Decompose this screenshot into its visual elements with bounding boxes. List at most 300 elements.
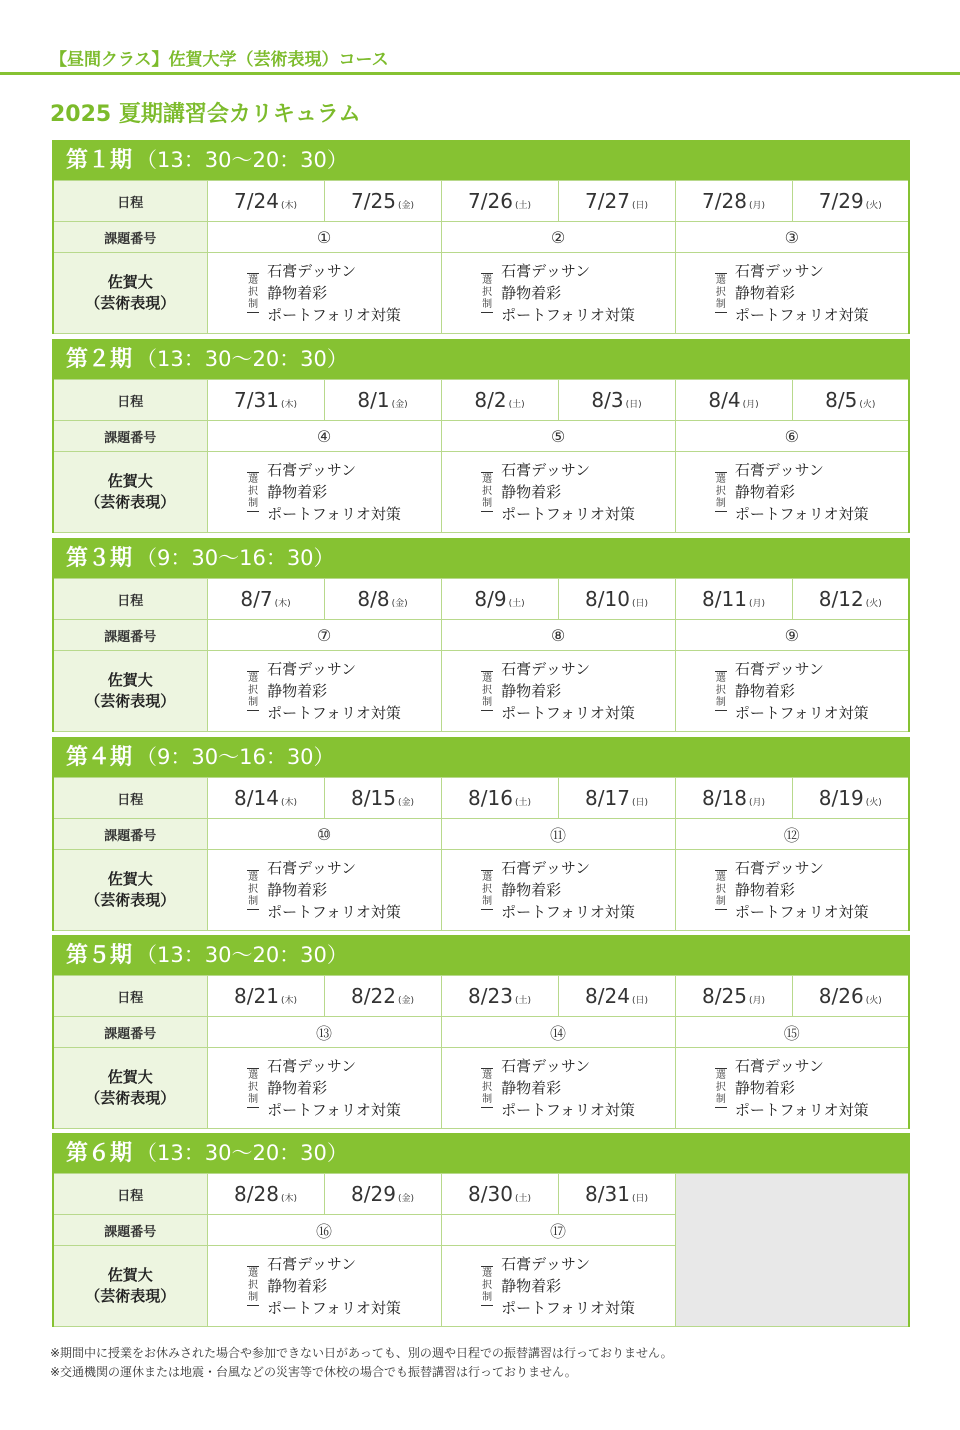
- day-of-week: (木): [280, 400, 297, 410]
- course-subject: 石膏デッサン: [267, 1057, 357, 1075]
- course-subjects: [501, 1253, 635, 1319]
- elective-tag-char: 制: [248, 697, 259, 708]
- schedule-table: [52, 578, 910, 732]
- course-subjects: [501, 260, 635, 326]
- elective-tag-char: 制: [482, 299, 493, 310]
- course-subject: ポートフォリオ対策: [734, 704, 869, 722]
- elective-tag-char: 選: [248, 1070, 259, 1081]
- course-subject: 静物着彩: [267, 1277, 328, 1295]
- day-of-week: (金): [397, 201, 414, 211]
- date-row-label: 日程: [53, 976, 207, 1017]
- period-time: （13：30〜20：30）: [136, 943, 348, 967]
- elective-tag-char: 択: [482, 1280, 493, 1291]
- course-subject: ポートフォリオ対策: [501, 505, 635, 523]
- course-row: [53, 452, 909, 533]
- assignment-number: ③: [675, 222, 909, 253]
- date-value: 8/21: [234, 984, 279, 1008]
- date-value: 8/25: [702, 984, 747, 1008]
- day-of-week: (木): [280, 996, 297, 1006]
- course-label-line: （芸術表現）: [85, 493, 176, 511]
- period-header: [52, 538, 910, 578]
- course-content: [676, 260, 909, 326]
- period-header: [52, 935, 910, 975]
- date-value: 8/18: [702, 786, 747, 810]
- course-cell: [675, 1048, 909, 1129]
- elective-tag-char: 制: [248, 896, 259, 907]
- date-cell: [675, 380, 792, 421]
- course-label-line: （芸術表現）: [85, 1287, 176, 1305]
- date-value: 8/12: [818, 587, 864, 611]
- course-cell: [441, 253, 675, 334]
- elective-tag-char: 制: [715, 896, 726, 907]
- course-subject: 石膏デッサン: [501, 461, 591, 479]
- date-cell: [324, 976, 441, 1017]
- date-cell: [441, 579, 558, 620]
- course-subject: 静物着彩: [734, 483, 795, 501]
- course-subject: 静物着彩: [501, 881, 562, 899]
- course-row: [53, 1048, 909, 1129]
- course-cell: [207, 1246, 441, 1327]
- course-label-line: 佐賀大: [107, 1068, 153, 1086]
- elective-tag-char: 制: [715, 299, 726, 310]
- course-content: [208, 459, 441, 525]
- course-subject: ポートフォリオ対策: [501, 704, 635, 722]
- date-cell: [558, 778, 675, 819]
- date-cell: [675, 181, 792, 222]
- course-subject: 石膏デッサン: [501, 262, 591, 280]
- elective-tag: [247, 273, 259, 313]
- course-subject: ポートフォリオ対策: [267, 505, 401, 523]
- elective-tag: [481, 273, 493, 313]
- course-subject: ポートフォリオ対策: [734, 1101, 869, 1119]
- date-cell: [207, 778, 324, 819]
- elective-tag: [481, 1266, 493, 1306]
- date-cell: [792, 380, 909, 421]
- period-time: （9：30〜16：30）: [136, 546, 335, 570]
- date-value: 7/25: [351, 189, 396, 213]
- date-row: [53, 181, 909, 222]
- date-value: 8/16: [468, 786, 513, 810]
- date-row: [53, 976, 909, 1017]
- header-divider: [0, 72, 960, 75]
- course-subject: 静物着彩: [267, 1079, 328, 1097]
- date-cell: [792, 181, 909, 222]
- assignment-number: ⑧: [441, 620, 675, 651]
- date-value: 7/24: [234, 189, 279, 213]
- course-subjects: [267, 658, 401, 724]
- day-of-week: (木): [274, 599, 291, 609]
- date-value: 8/7: [240, 587, 273, 611]
- course-subject: 静物着彩: [734, 881, 795, 899]
- day-of-week: (日): [631, 798, 648, 808]
- course-subjects: [735, 658, 869, 724]
- day-of-week: (木): [280, 798, 297, 808]
- course-subject: 静物着彩: [267, 881, 328, 899]
- date-value: 7/27: [585, 189, 630, 213]
- date-cell: [558, 976, 675, 1017]
- date-value: 8/30: [468, 1182, 513, 1206]
- day-of-week: (金): [397, 996, 414, 1006]
- elective-tag-char: 択: [715, 486, 726, 497]
- course-subjects: [735, 260, 869, 326]
- date-value: 8/14: [234, 786, 279, 810]
- elective-tag: [247, 1068, 259, 1108]
- course-subject: 静物着彩: [501, 483, 562, 501]
- course-cell: [207, 850, 441, 931]
- day-of-week: (土): [508, 400, 525, 410]
- course-subjects: [735, 857, 869, 923]
- course-content: [676, 658, 909, 724]
- date-cell: [558, 579, 675, 620]
- number-row-label: 課題番号: [53, 222, 207, 253]
- date-row-label: 日程: [53, 181, 207, 222]
- elective-tag-char: 択: [482, 287, 493, 298]
- assignment-number: ⑫: [675, 819, 909, 850]
- elective-tag: [481, 1068, 493, 1108]
- course-label: [53, 850, 207, 931]
- day-of-week: (木): [280, 1194, 297, 1204]
- date-cell: [207, 579, 324, 620]
- elective-tag-char: 選: [715, 673, 726, 684]
- date-value: 8/24: [585, 984, 630, 1008]
- course-row: [53, 850, 909, 931]
- date-cell: [558, 380, 675, 421]
- date-value: 8/10: [585, 587, 630, 611]
- course-cell: [675, 651, 909, 732]
- course-subject: 石膏デッサン: [267, 859, 357, 877]
- footnote: ※期間中に授業をお休みされた場合や参加できない日があっても、別の週や日程での振替講習は行っておりません。: [50, 1346, 673, 1360]
- period-name: 第３期: [66, 546, 133, 571]
- date-cell: [792, 778, 909, 819]
- course-subject: 石膏デッサン: [267, 461, 357, 479]
- course-subjects: [501, 658, 635, 724]
- course-subject: 静物着彩: [267, 682, 328, 700]
- day-of-week: (木): [280, 201, 297, 211]
- elective-tag-char: 制: [248, 1292, 259, 1303]
- date-cell: [558, 1174, 675, 1215]
- assignment-number: ⑮: [675, 1017, 909, 1048]
- elective-tag-char: 択: [248, 884, 259, 895]
- course-subject: 石膏デッサン: [501, 859, 591, 877]
- date-value: 7/28: [702, 189, 747, 213]
- elective-tag-char: 選: [482, 673, 493, 684]
- course-subject: 静物着彩: [734, 682, 795, 700]
- course-content: [442, 1055, 675, 1121]
- course-subject: 石膏デッサン: [501, 1057, 591, 1075]
- date-cell: [675, 778, 792, 819]
- course-subject: ポートフォリオ対策: [267, 704, 401, 722]
- date-value: 8/2: [474, 388, 507, 412]
- day-of-week: (月): [748, 599, 765, 609]
- date-value: 7/31: [234, 388, 279, 412]
- date-value: 8/3: [591, 388, 624, 412]
- date-value: 8/15: [351, 786, 396, 810]
- course-subjects: [501, 857, 635, 923]
- course-label: [53, 253, 207, 334]
- course-subject: 石膏デッサン: [501, 1255, 591, 1273]
- course-subject: 静物着彩: [267, 284, 328, 302]
- course-content: [676, 857, 909, 923]
- course-subject: 石膏デッサン: [501, 660, 591, 678]
- date-row: [53, 778, 909, 819]
- course-label-line: （芸術表現）: [85, 692, 176, 710]
- day-of-week: (土): [514, 798, 531, 808]
- course-subject: 石膏デッサン: [734, 660, 824, 678]
- date-row: [53, 1174, 909, 1215]
- elective-tag-char: 選: [482, 872, 493, 883]
- period-block: [52, 1133, 910, 1327]
- day-of-week: (金): [397, 798, 414, 808]
- schedule-table: [52, 1173, 910, 1327]
- number-row: [53, 222, 909, 253]
- course-subject: ポートフォリオ対策: [501, 903, 635, 921]
- number-row-label: 課題番号: [53, 1215, 207, 1246]
- day-of-week: (火): [865, 201, 882, 211]
- date-cell: [792, 976, 909, 1017]
- day-of-week: (月): [742, 400, 759, 410]
- course-label-line: （芸術表現）: [85, 294, 176, 312]
- date-cell: [324, 778, 441, 819]
- elective-tag: [715, 273, 727, 313]
- date-value: 8/17: [585, 786, 630, 810]
- period-time: （13：30〜20：30）: [136, 347, 348, 371]
- elective-tag-char: 選: [248, 275, 259, 286]
- number-row: [53, 421, 909, 452]
- date-cell: [441, 181, 558, 222]
- elective-tag-char: 択: [248, 685, 259, 696]
- date-cell: [675, 579, 792, 620]
- date-cell: [324, 380, 441, 421]
- course-label-line: 佐賀大: [107, 273, 153, 291]
- period-header: [52, 140, 910, 180]
- date-value: 8/19: [818, 786, 864, 810]
- day-of-week: (火): [865, 996, 882, 1006]
- date-value: 8/22: [351, 984, 396, 1008]
- period-block: [52, 140, 910, 334]
- period-name: 第２期: [66, 347, 133, 372]
- course-subject: 石膏デッサン: [734, 461, 824, 479]
- date-value: 8/8: [357, 587, 390, 611]
- elective-tag-char: 制: [248, 1094, 259, 1105]
- assignment-number: ⑰: [441, 1215, 675, 1246]
- course-subject: ポートフォリオ対策: [267, 306, 401, 324]
- assignment-number: ⑥: [675, 421, 909, 452]
- empty-cell: [675, 1174, 909, 1327]
- course-label: [53, 1048, 207, 1129]
- footnotes: [50, 1344, 673, 1382]
- course-row: [53, 651, 909, 732]
- date-cell: [792, 579, 909, 620]
- course-subjects: [735, 459, 869, 525]
- course-subject: 静物着彩: [267, 483, 328, 501]
- course-content: [442, 1253, 675, 1319]
- course-cell: [441, 1048, 675, 1129]
- elective-tag-char: 制: [482, 498, 493, 509]
- course-content: [208, 857, 441, 923]
- elective-tag-char: 選: [715, 474, 726, 485]
- elective-tag-char: 択: [482, 884, 493, 895]
- day-of-week: (土): [514, 996, 531, 1006]
- elective-tag: [481, 671, 493, 711]
- elective-tag-char: 択: [248, 287, 259, 298]
- course-subject: 石膏デッサン: [734, 262, 824, 280]
- elective-tag-char: 択: [482, 685, 493, 696]
- elective-tag-char: 選: [482, 275, 493, 286]
- number-row: [53, 819, 909, 850]
- assignment-number: ⑦: [207, 620, 441, 651]
- period-header: [52, 1133, 910, 1173]
- course-content: [208, 260, 441, 326]
- schedule-table: [52, 777, 910, 931]
- course-cell: [441, 1246, 675, 1327]
- date-value: 8/1: [357, 388, 390, 412]
- course-content: [208, 1253, 441, 1319]
- course-content: [442, 260, 675, 326]
- number-row-label: 課題番号: [53, 1017, 207, 1048]
- number-row: [53, 1017, 909, 1048]
- elective-tag-char: 択: [715, 685, 726, 696]
- elective-tag: [247, 671, 259, 711]
- course-subjects: [267, 1055, 401, 1121]
- course-label-line: 佐賀大: [107, 472, 153, 490]
- assignment-number: ④: [207, 421, 441, 452]
- day-of-week: (月): [748, 798, 765, 808]
- course-subjects: [267, 260, 401, 326]
- date-value: 8/9: [474, 587, 507, 611]
- elective-tag: [481, 870, 493, 910]
- date-cell: [207, 181, 324, 222]
- course-content: [442, 459, 675, 525]
- number-row-label: 課題番号: [53, 620, 207, 651]
- course-subjects: [267, 1253, 401, 1319]
- day-of-week: (土): [508, 599, 525, 609]
- schedule-table: [52, 379, 910, 533]
- date-row: [53, 579, 909, 620]
- date-value: 7/29: [818, 189, 864, 213]
- course-subject: ポートフォリオ対策: [501, 306, 635, 324]
- elective-tag-char: 選: [715, 1070, 726, 1081]
- course-content: [208, 1055, 441, 1121]
- schedule-table: [52, 180, 910, 334]
- course-content: [208, 658, 441, 724]
- date-cell: [675, 976, 792, 1017]
- day-of-week: (火): [865, 599, 882, 609]
- number-row-label: 課題番号: [53, 421, 207, 452]
- course-row: [53, 253, 909, 334]
- period-name: 第１期: [66, 148, 133, 173]
- day-of-week: (火): [859, 400, 876, 410]
- course-cell: [207, 651, 441, 732]
- course-subject: 静物着彩: [501, 284, 562, 302]
- elective-tag-char: 制: [715, 1094, 726, 1105]
- course-subject: 石膏デッサン: [734, 859, 824, 877]
- period-name: 第４期: [66, 745, 133, 770]
- date-cell: [207, 976, 324, 1017]
- day-of-week: (土): [514, 201, 531, 211]
- elective-tag: [481, 472, 493, 512]
- assignment-number: ②: [441, 222, 675, 253]
- elective-tag-char: 制: [482, 896, 493, 907]
- assignment-number: ⑨: [675, 620, 909, 651]
- course-subject: 石膏デッサン: [267, 660, 357, 678]
- date-value: 8/11: [702, 587, 747, 611]
- course-cell: [675, 253, 909, 334]
- course-subjects: [501, 459, 635, 525]
- elective-tag-char: 択: [248, 1082, 259, 1093]
- course-label-line: 佐賀大: [107, 671, 153, 689]
- elective-tag-char: 選: [248, 474, 259, 485]
- course-subject: 静物着彩: [501, 1277, 562, 1295]
- date-value: 8/31: [585, 1182, 630, 1206]
- date-cell: [324, 579, 441, 620]
- assignment-number: ⑤: [441, 421, 675, 452]
- elective-tag-char: 制: [715, 498, 726, 509]
- elective-tag: [247, 870, 259, 910]
- course-subject: 石膏デッサン: [734, 1057, 824, 1075]
- course-subject: 静物着彩: [501, 1079, 562, 1097]
- date-cell: [441, 1174, 558, 1215]
- day-of-week: (土): [514, 1194, 531, 1204]
- course-subjects: [735, 1055, 869, 1121]
- elective-tag-char: 択: [715, 1082, 726, 1093]
- assignment-number: ⑩: [207, 819, 441, 850]
- day-of-week: (月): [748, 996, 765, 1006]
- course-label: [53, 452, 207, 533]
- elective-tag-char: 択: [248, 486, 259, 497]
- period-block: [52, 737, 910, 931]
- period-block: [52, 339, 910, 533]
- course-subjects: [501, 1055, 635, 1121]
- period-time: （9：30〜16：30）: [136, 745, 335, 769]
- date-cell: [207, 380, 324, 421]
- course-subject: 静物着彩: [734, 284, 795, 302]
- course-cell: [441, 452, 675, 533]
- course-cell: [207, 1048, 441, 1129]
- date-value: 7/26: [468, 189, 513, 213]
- course-subject: ポートフォリオ対策: [501, 1101, 635, 1119]
- course-cell: [675, 452, 909, 533]
- assignment-number: ①: [207, 222, 441, 253]
- date-value: 8/4: [708, 388, 741, 412]
- elective-tag-char: 択: [715, 884, 726, 895]
- date-cell: [324, 1174, 441, 1215]
- course-subject: ポートフォリオ対策: [267, 1299, 401, 1317]
- period-block: [52, 538, 910, 732]
- period-name: 第６期: [66, 1141, 133, 1166]
- elective-tag-char: 制: [248, 498, 259, 509]
- period-time: （13：30〜20：30）: [136, 1141, 348, 1165]
- elective-tag-char: 選: [482, 1268, 493, 1279]
- day-of-week: (金): [391, 599, 408, 609]
- date-value: 8/23: [468, 984, 513, 1008]
- number-row: [53, 620, 909, 651]
- period-header: [52, 339, 910, 379]
- curriculum-title: 2025 夏期講習会カリキュラム: [50, 102, 361, 127]
- course-subject: ポートフォリオ対策: [501, 1299, 635, 1317]
- course-subjects: [267, 857, 401, 923]
- elective-tag: [247, 1266, 259, 1306]
- course-subject: ポートフォリオ対策: [734, 505, 869, 523]
- elective-tag-char: 選: [248, 1268, 259, 1279]
- date-row-label: 日程: [53, 380, 207, 421]
- elective-tag-char: 選: [248, 673, 259, 684]
- assignment-number: ⑯: [207, 1215, 441, 1246]
- date-value: 8/26: [818, 984, 864, 1008]
- date-cell: [441, 976, 558, 1017]
- date-cell: [441, 778, 558, 819]
- assignment-number: ⑭: [441, 1017, 675, 1048]
- elective-tag-char: 選: [482, 1070, 493, 1081]
